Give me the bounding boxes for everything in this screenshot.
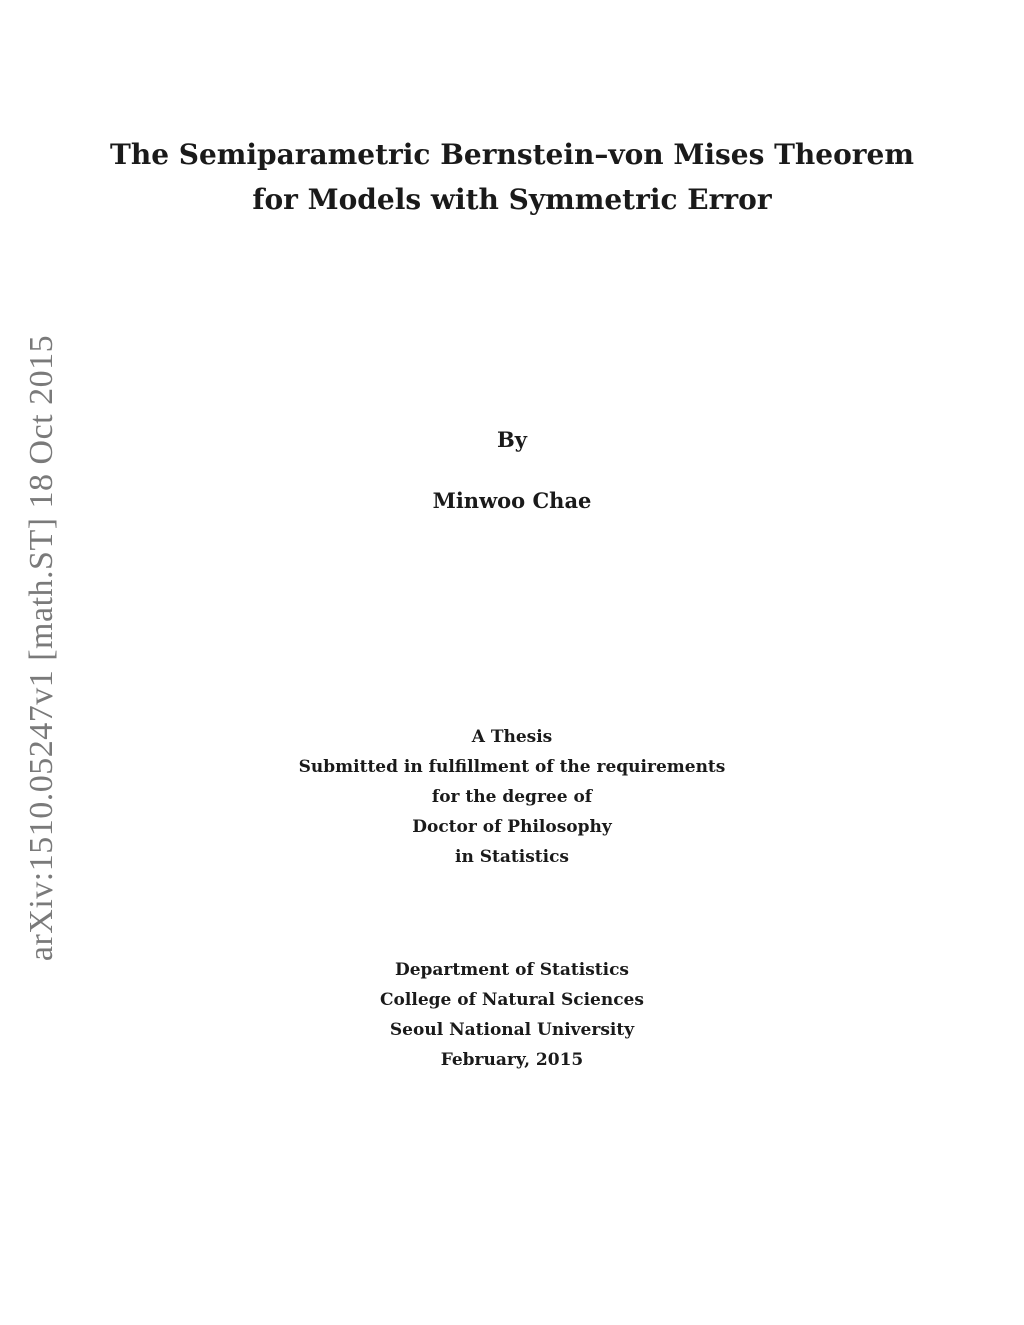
thesis-line: for the degree of [431, 787, 593, 807]
author-name: Minwoo Chae [432, 488, 592, 513]
thesis-line: A Thesis [471, 727, 553, 747]
thesis-line: Submitted in fulfillment of the requirements [298, 757, 726, 777]
institution-info [0, 955, 1024, 1075]
title-line-1: The Semiparametric Bernstein–von Mises Theorem [110, 138, 914, 171]
thesis-title [0, 132, 1024, 222]
submission-date: February, 2015 [440, 1050, 584, 1070]
arxiv-identifier-stamp: arXiv:1510.05247v1 [math.ST] 18 Oct 2015 [23, 334, 60, 962]
university-name: Seoul National University [389, 1020, 635, 1040]
thesis-statement [0, 722, 1024, 872]
thesis-line: in Statistics [455, 847, 569, 867]
department-name: Department of Statistics [394, 960, 630, 980]
thesis-line: Doctor of Philosophy [412, 817, 612, 837]
by-label: By [497, 427, 527, 452]
title-line-2: for Models with Symmetric Error [252, 183, 772, 216]
college-name: College of Natural Sciences [380, 990, 644, 1010]
